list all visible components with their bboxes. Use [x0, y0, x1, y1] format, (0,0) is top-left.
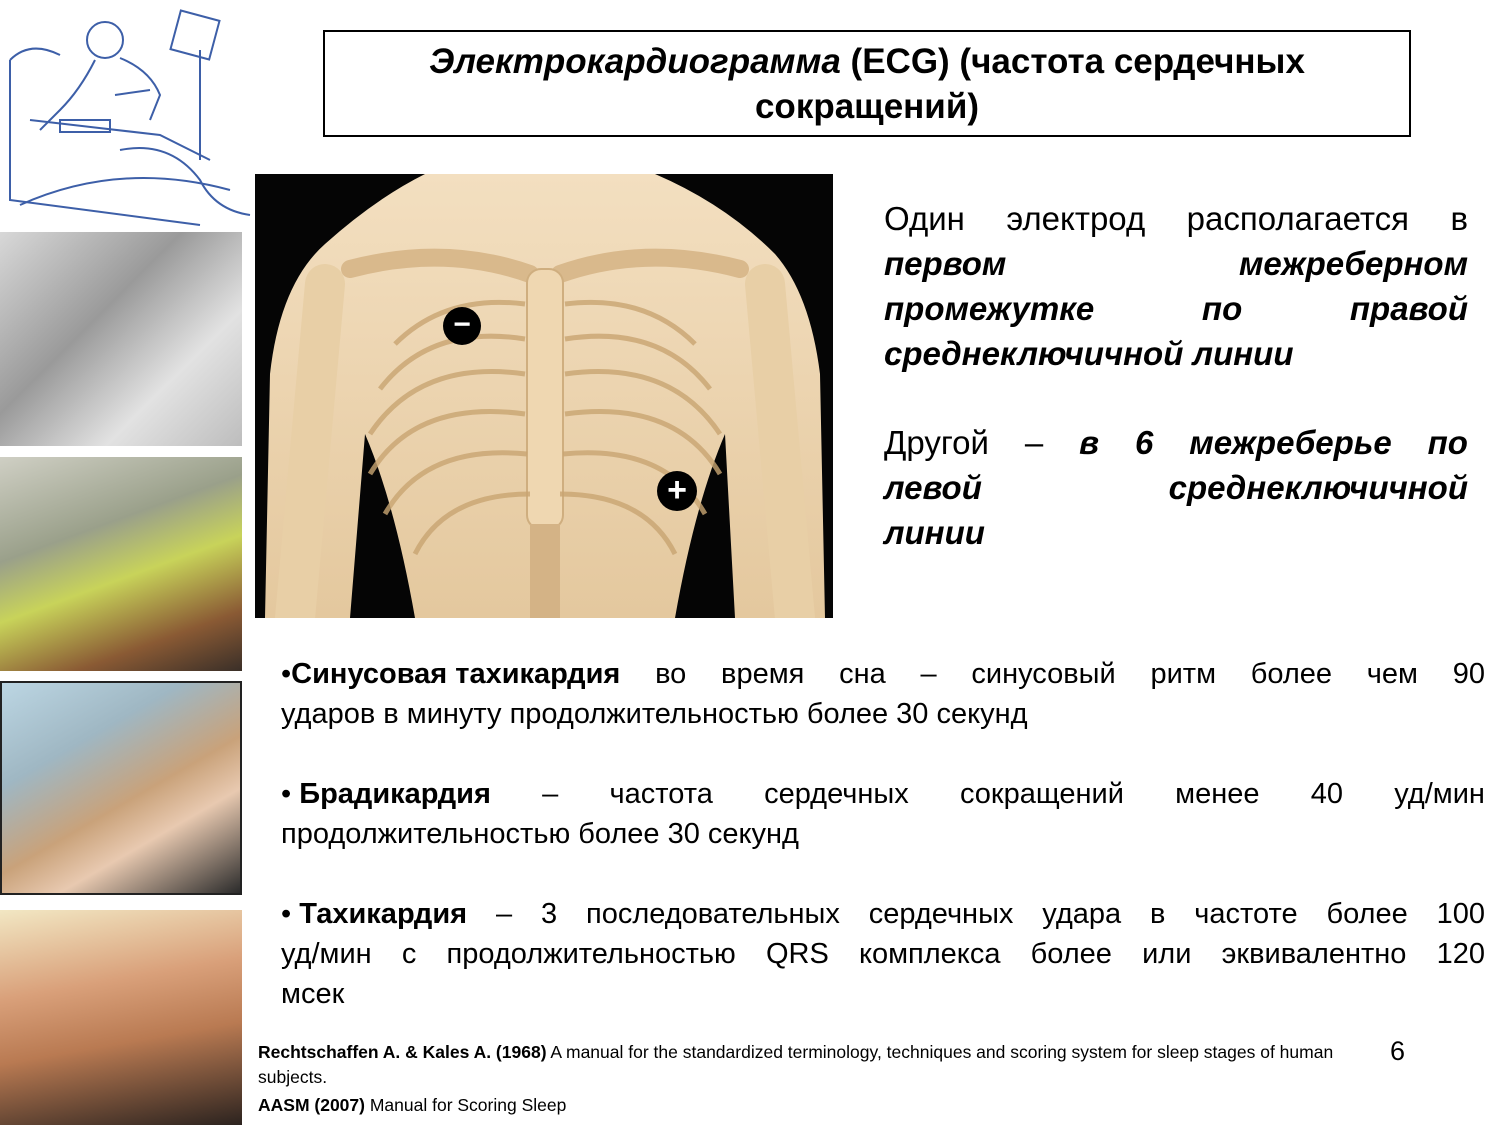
title-line2: сокращений) [754, 86, 979, 126]
definition-row [281, 894, 1485, 934]
word: более [1250, 658, 1333, 690]
word: в [1150, 898, 1166, 930]
definition-term [281, 894, 467, 934]
word: 120 [1436, 938, 1485, 970]
word: 90 [1452, 658, 1485, 690]
definition-row2: ударов в минуту продолжительностью более 30 секунд [281, 698, 1028, 730]
word: 40 [1310, 778, 1344, 810]
word: Другой [884, 424, 989, 461]
word: в [1079, 424, 1100, 461]
word: QRS [765, 938, 829, 970]
word: во [655, 658, 687, 690]
definitions-list [281, 654, 1485, 1014]
plus-electrode-icon [657, 471, 697, 511]
patient-photo-1 [0, 232, 242, 446]
bullet: • [281, 658, 292, 690]
word: сердечных [868, 898, 1014, 930]
definition-row [281, 774, 1485, 814]
plus-symbol: + [667, 471, 687, 509]
patient-photo-4 [0, 910, 242, 1125]
word: 3 [540, 898, 558, 930]
patient-photo-2 [0, 457, 242, 671]
patient-photo-3 [0, 681, 242, 895]
electrode-description-2 [884, 420, 1468, 555]
reference-2 [258, 1093, 566, 1118]
word: чем [1366, 658, 1418, 690]
title-italic-part: Электрокардиограмма [429, 41, 841, 81]
definition-bradycardia [281, 774, 1485, 854]
word: в [1450, 200, 1468, 237]
electrode-description-1 [884, 196, 1468, 376]
page-number: 6 [1390, 1036, 1406, 1066]
electrode2-line1 [884, 420, 1468, 465]
electrode1-line1 [884, 196, 1468, 241]
electrode1-line3 [884, 286, 1468, 331]
word: левой [884, 469, 982, 506]
word: Один [884, 200, 965, 237]
reference-1-title: A manual for the standardized terminology, techniques and scoring system for sleep stages of human subjects. [258, 1042, 1334, 1087]
definition-sinus-tachycardia [281, 654, 1485, 734]
word: межреберном [1239, 245, 1468, 282]
word: синусовый [971, 658, 1116, 690]
minus-symbol: − [453, 308, 471, 341]
word: – [920, 658, 937, 690]
word: частоте [1194, 898, 1298, 930]
reference-1 [258, 1040, 1338, 1090]
term-text: Синусовая тахикардия [291, 658, 621, 690]
definition-row3: мсек [281, 978, 345, 1010]
word: более [1030, 938, 1112, 970]
reference-2-authors: AASM (2007) [258, 1095, 365, 1115]
word: межреберье [1189, 424, 1392, 461]
word: уд/мин [281, 938, 372, 970]
definition-term [281, 774, 491, 814]
word: – [1024, 424, 1044, 461]
word: удара [1042, 898, 1122, 930]
electrode1-line4: среднеключичной линии [884, 335, 1294, 372]
word: промежутке [884, 290, 1095, 327]
word: комплекса [858, 938, 1001, 970]
word: время [721, 658, 805, 690]
word: – [495, 898, 513, 930]
definition-row2: продолжительностью более 30 секунд [281, 818, 799, 850]
word: по [1427, 424, 1468, 461]
patient-sketch-illustration [0, 0, 255, 228]
word: частота [609, 778, 713, 810]
word: располагается [1186, 200, 1410, 237]
title-box [323, 30, 1411, 137]
word: уд/мин [1394, 778, 1485, 810]
word: первом [884, 245, 1007, 282]
reference-1-authors: Rechtschaffen A. & Kales A. (1968) [258, 1042, 547, 1062]
definition-term [281, 654, 620, 694]
electrode2-line2 [884, 465, 1468, 510]
word: более [1326, 898, 1408, 930]
definition-row [281, 654, 1485, 694]
electrode2-line3: линии [884, 514, 985, 551]
word: сна [839, 658, 886, 690]
term-text: Брадикардия [299, 778, 491, 810]
bullet: • [281, 778, 292, 810]
word: с [401, 938, 417, 970]
word: сокращений [959, 778, 1124, 810]
word: эквивалентно [1221, 938, 1407, 970]
word: по [1201, 290, 1243, 327]
word: 6 [1135, 424, 1154, 461]
word: правой [1349, 290, 1468, 327]
word: – [542, 778, 559, 810]
ribcage-image [255, 174, 833, 618]
word: сердечных [764, 778, 909, 810]
word: продолжительностью [446, 938, 736, 970]
bullet: • [281, 898, 292, 930]
word: 100 [1436, 898, 1485, 930]
electrode1-line2 [884, 241, 1468, 286]
minus-electrode-icon [443, 307, 481, 345]
word: или [1142, 938, 1192, 970]
word: последовательных [586, 898, 840, 930]
word: ритм [1150, 658, 1217, 690]
reference-2-title: Manual for Scoring Sleep [364, 1095, 567, 1115]
word: менее [1175, 778, 1260, 810]
word: электрод [1006, 200, 1146, 237]
page-title [429, 39, 1305, 129]
definition-tachycardia [281, 894, 1485, 1014]
definition-row [281, 934, 1485, 974]
term-text: Тахикардия [299, 898, 468, 930]
word: среднеключичной [1168, 469, 1468, 506]
title-rest: (ECG) (частота сердечных [840, 41, 1305, 81]
